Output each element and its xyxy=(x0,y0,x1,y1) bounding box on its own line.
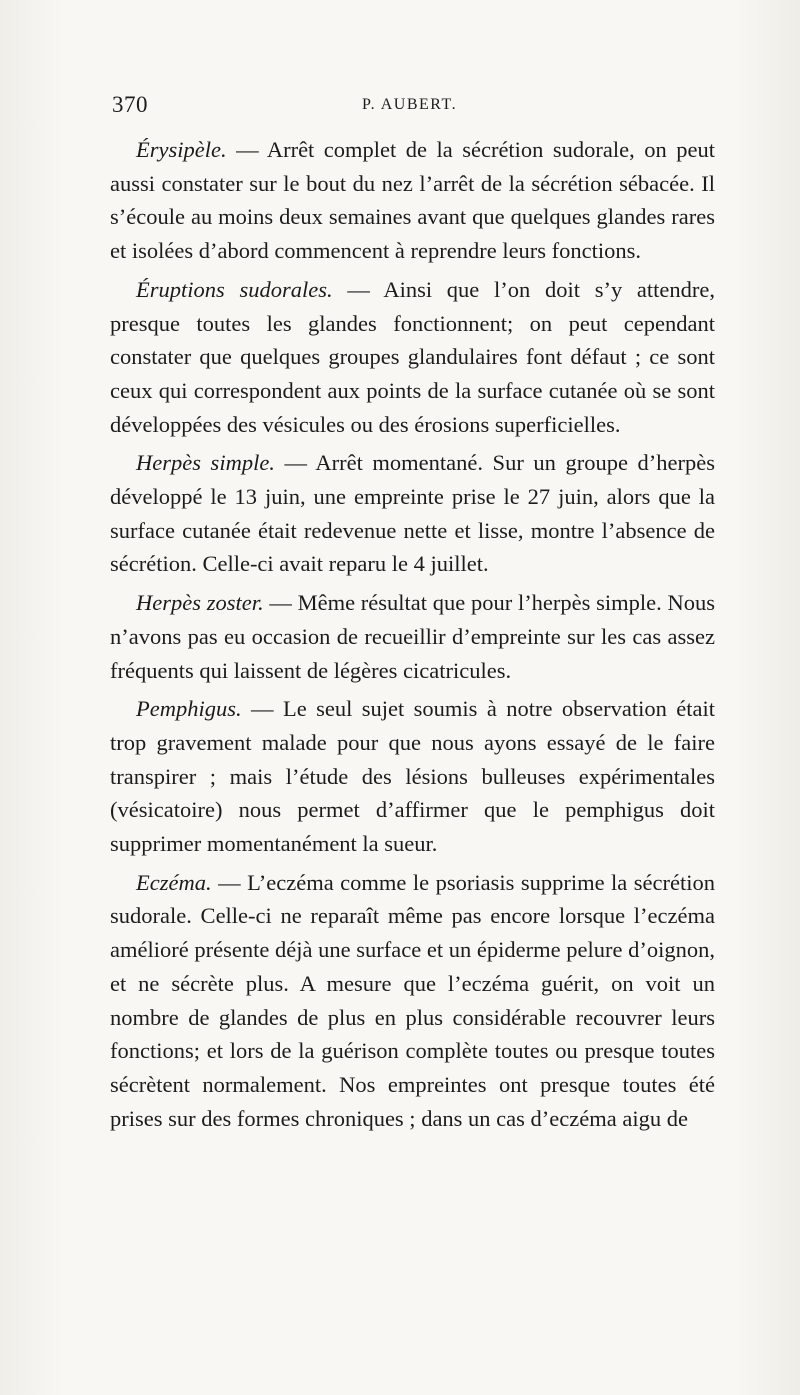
paragraph-lead: Érysipèle. xyxy=(136,137,227,162)
paragraph-lead: Herpès simple. xyxy=(136,450,275,476)
paragraph-lead: Pemphigus. xyxy=(136,696,242,722)
running-head: P. AUBERT. xyxy=(362,96,458,113)
paragraph-lead: Eczéma. xyxy=(136,869,212,895)
paragraph-lead: Herpès zoster. xyxy=(136,590,264,616)
page-number: 370 xyxy=(112,92,148,117)
paragraph-text: — Ainsi que l’on doit s’y attendre, presque toutes les glandes fonctionnent; on peut cependant constater que quelques groupes glandulaires font défaut ; ce sont ceux qui correspondent aux points de la surface cutanée où se sont développées des vésicules ou des érosions superficielles. xyxy=(110,276,716,437)
page-header xyxy=(112,92,714,118)
paragraph-text: — Arrêt momentané. Sur un groupe d’herpès développé le 13 juin, une empreinte prise le 27 juin, alors que la surface cutanée était redevenue nette et lisse, montre l’absence de sécrétion. Celle-ci avait reparu le 4 juillet. xyxy=(110,450,715,577)
paragraph-erysipele xyxy=(110,133,715,268)
paragraph-lead: Éruptions sudorales. xyxy=(136,276,333,302)
body-text xyxy=(110,133,715,1135)
paragraph-eczema xyxy=(110,866,715,1136)
paragraph-eruptions-sudorales xyxy=(110,273,715,442)
paragraph-pemphigus xyxy=(110,692,715,861)
paragraph-text: — Arrêt complet de la sécrétion sudorale, on peut aussi constater sur le bout du nez l’arrêt de la sécrétion sébacée. Il s’écoule au moins deux semaines avant que quelques glandes rares et isolées d’abord commencent à reprendre leurs fonctions. xyxy=(110,137,715,264)
paragraph-text: — L’eczéma comme le psoriasis supprime la sécrétion sudorale. Celle-ci ne reparaît même pas encore lorsque l’eczéma amélioré présente déjà une surface et un épiderme pelure d’oignon, et ne sécrète plus. A mesure que l’eczéma guérit, on voit un nombre de glandes de plus en plus considérable recouvrer leurs fonctions; et lors de la guérison complète toutes ou presque toutes sécrètent normalement. Nos empreintes ont presque toutes été prises sur des formes chroniques ; dans un cas d’eczéma aigu de xyxy=(110,869,715,1131)
paragraph-text: — Le seul sujet soumis à notre observation était trop gravement malade pour que nous ayons essayé de le faire transpirer ; mais l’étude des lésions bulleuses expérimentales (vésicatoire) nous permet d’affirmer que le pemphigus doit supprimer momentanément la sueur. xyxy=(110,696,715,857)
paragraph-herpes-simple xyxy=(110,446,715,581)
paragraph-text: — Même résultat que pour l’herpès simple. Nous n’avons pas eu occasion de recueillir d’empreinte sur les cas assez fréquents qui laissent de légères cicatricules. xyxy=(110,590,715,683)
paragraph-herpes-zoster xyxy=(110,586,715,687)
